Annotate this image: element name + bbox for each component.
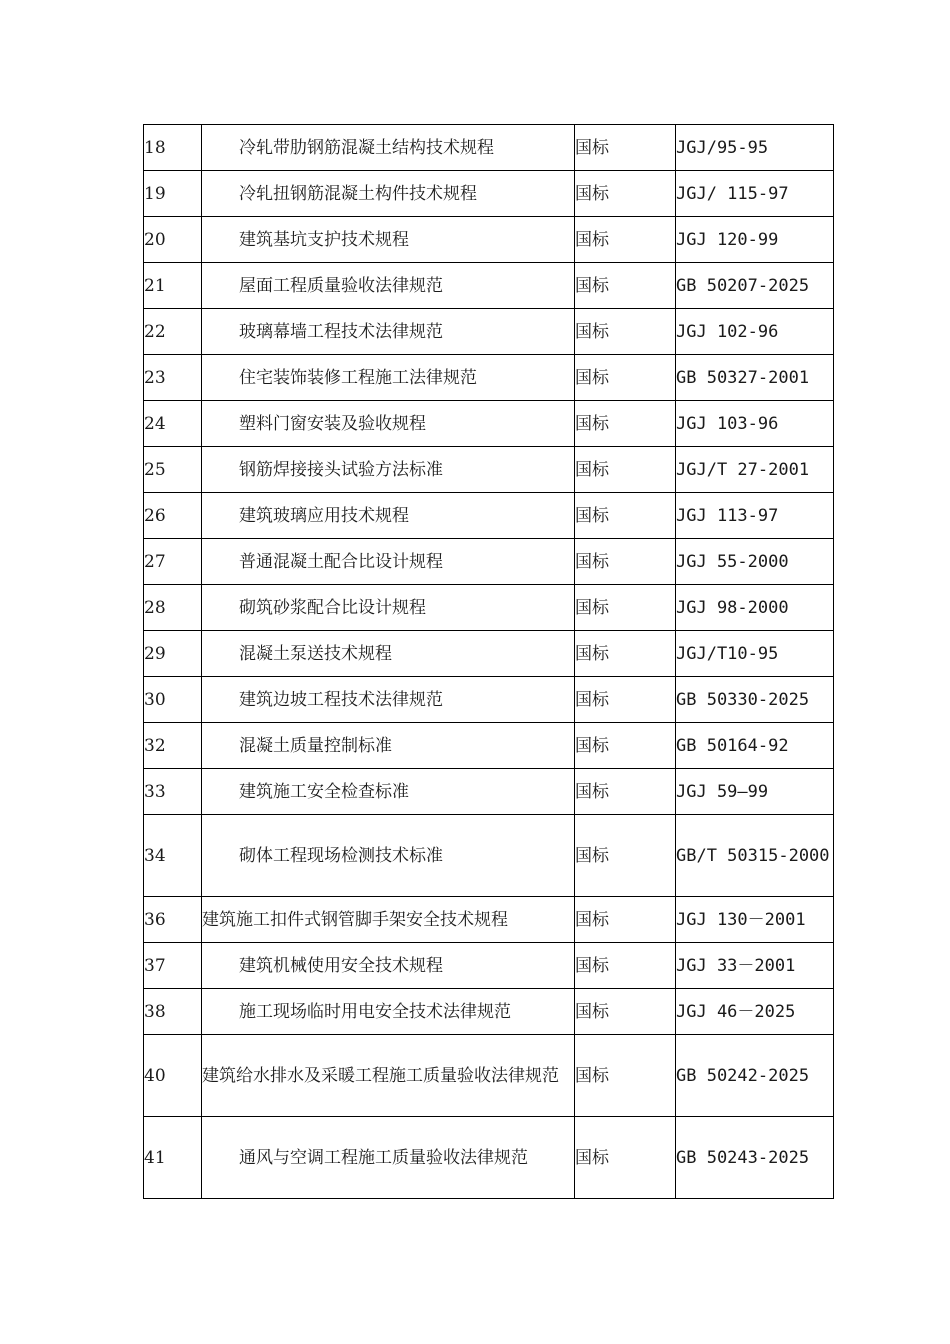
row-number: 30 <box>144 677 202 723</box>
standard-level: 国标 <box>575 125 676 171</box>
standard-level: 国标 <box>575 677 676 723</box>
table-row <box>144 677 834 723</box>
standard-name <box>202 355 575 401</box>
standard-code: GB 50207-2025 <box>676 263 834 309</box>
standard-name-text: 普通混凝土配合比设计规程 <box>239 551 443 572</box>
standard-name-text: 塑料门窗安装及验收规程 <box>239 413 426 434</box>
table-row <box>144 897 834 943</box>
standard-level: 国标 <box>575 1117 676 1199</box>
table-row <box>144 723 834 769</box>
row-number: 23 <box>144 355 202 401</box>
standard-level: 国标 <box>575 585 676 631</box>
table-row <box>144 585 834 631</box>
table-row <box>144 493 834 539</box>
standard-code: JGJ/ 115-97 <box>676 171 834 217</box>
row-number: 33 <box>144 769 202 815</box>
standard-name <box>202 447 575 493</box>
row-number: 38 <box>144 989 202 1035</box>
standard-name <box>202 943 575 989</box>
standard-code: JGJ 55-2000 <box>676 539 834 585</box>
standard-code: JGJ 46－2025 <box>676 989 834 1035</box>
row-number: 24 <box>144 401 202 447</box>
table-row <box>144 539 834 585</box>
table-row <box>144 1035 834 1117</box>
standard-name-text: 建筑基坑支护技术规程 <box>239 229 409 250</box>
standard-level: 国标 <box>575 309 676 355</box>
row-number: 19 <box>144 171 202 217</box>
standard-name-text: 建筑施工扣件式钢管脚手架安全技术规程 <box>202 909 508 930</box>
standard-name-text: 建筑施工安全检查标准 <box>239 781 409 802</box>
standard-level: 国标 <box>575 989 676 1035</box>
row-number: 36 <box>144 897 202 943</box>
standard-code: JGJ/T 27-2001 <box>676 447 834 493</box>
standard-name <box>202 171 575 217</box>
standard-level: 国标 <box>575 631 676 677</box>
standard-name <box>202 723 575 769</box>
standard-code: JGJ 98-2000 <box>676 585 834 631</box>
standards-table <box>143 124 834 1199</box>
table-row <box>144 989 834 1035</box>
standard-name <box>202 815 575 897</box>
standard-name <box>202 401 575 447</box>
standard-level: 国标 <box>575 263 676 309</box>
standard-level: 国标 <box>575 815 676 897</box>
standard-level: 国标 <box>575 217 676 263</box>
row-number: 37 <box>144 943 202 989</box>
standard-level: 国标 <box>575 171 676 217</box>
standard-name-text: 砌筑砂浆配合比设计规程 <box>239 597 426 618</box>
standard-code: GB 50330-2025 <box>676 677 834 723</box>
table-row <box>144 631 834 677</box>
standard-name-text: 混凝土质量控制标准 <box>239 735 392 756</box>
standard-code: GB 50327-2001 <box>676 355 834 401</box>
table-row <box>144 217 834 263</box>
standard-code: JGJ/95-95 <box>676 125 834 171</box>
standard-name <box>202 897 575 943</box>
standard-code: JGJ 59—99 <box>676 769 834 815</box>
standard-name-text: 住宅装饰装修工程施工法律规范 <box>239 367 477 388</box>
standard-name-text: 钢筋焊接接头试验方法标准 <box>239 459 443 480</box>
standard-code: JGJ 113-97 <box>676 493 834 539</box>
standard-level: 国标 <box>575 355 676 401</box>
standard-name <box>202 125 575 171</box>
table-row <box>144 263 834 309</box>
row-number: 22 <box>144 309 202 355</box>
table-row <box>144 355 834 401</box>
standard-name-text: 通风与空调工程施工质量验收法律规范 <box>239 1147 528 1168</box>
standard-code: JGJ 102-96 <box>676 309 834 355</box>
table-row <box>144 125 834 171</box>
row-number: 27 <box>144 539 202 585</box>
standard-name <box>202 989 575 1035</box>
standard-level: 国标 <box>575 769 676 815</box>
standard-code: GB/T 50315-2000 <box>676 815 834 897</box>
standard-name <box>202 631 575 677</box>
standard-name-text: 玻璃幕墙工程技术法律规范 <box>239 321 443 342</box>
standard-level: 国标 <box>575 1035 676 1117</box>
standard-code: JGJ 103-96 <box>676 401 834 447</box>
standard-name <box>202 1117 575 1199</box>
row-number: 41 <box>144 1117 202 1199</box>
standard-level: 国标 <box>575 493 676 539</box>
standard-level: 国标 <box>575 539 676 585</box>
row-number: 40 <box>144 1035 202 1117</box>
standard-name-text: 混凝土泵送技术规程 <box>239 643 392 664</box>
row-number: 25 <box>144 447 202 493</box>
standard-name <box>202 539 575 585</box>
standard-name <box>202 677 575 723</box>
row-number: 29 <box>144 631 202 677</box>
standard-code: JGJ 33－2001 <box>676 943 834 989</box>
row-number: 26 <box>144 493 202 539</box>
table-row <box>144 401 834 447</box>
table-row <box>144 171 834 217</box>
standard-code: GB 50243-2025 <box>676 1117 834 1199</box>
row-number: 18 <box>144 125 202 171</box>
standard-name-text: 建筑玻璃应用技术规程 <box>239 505 409 526</box>
standard-name-text: 冷轧带肋钢筋混凝土结构技术规程 <box>239 137 494 158</box>
standard-level: 国标 <box>575 723 676 769</box>
standard-level: 国标 <box>575 943 676 989</box>
standard-name <box>202 1035 575 1117</box>
standard-code: GB 50242-2025 <box>676 1035 834 1117</box>
table-row <box>144 447 834 493</box>
standard-code: JGJ 130－2001 <box>676 897 834 943</box>
table-row <box>144 1117 834 1199</box>
standard-name-text: 建筑机械使用安全技术规程 <box>239 955 443 976</box>
table-row <box>144 309 834 355</box>
table-row <box>144 815 834 897</box>
row-number: 21 <box>144 263 202 309</box>
standard-name <box>202 769 575 815</box>
standard-name-text: 屋面工程质量验收法律规范 <box>239 275 443 296</box>
row-number: 32 <box>144 723 202 769</box>
standard-code: JGJ/T10-95 <box>676 631 834 677</box>
standard-name <box>202 263 575 309</box>
standard-name-text: 冷轧扭钢筋混凝土构件技术规程 <box>239 183 477 204</box>
standard-name <box>202 309 575 355</box>
standard-code: JGJ 120-99 <box>676 217 834 263</box>
standard-name <box>202 493 575 539</box>
row-number: 28 <box>144 585 202 631</box>
standard-name-text: 建筑边坡工程技术法律规范 <box>239 689 443 710</box>
standard-level: 国标 <box>575 401 676 447</box>
standard-name <box>202 217 575 263</box>
standard-level: 国标 <box>575 897 676 943</box>
standard-name <box>202 585 575 631</box>
standard-code: GB 50164-92 <box>676 723 834 769</box>
table-row <box>144 943 834 989</box>
table-row <box>144 769 834 815</box>
standard-name-text: 砌体工程现场检测技术标准 <box>239 845 443 866</box>
row-number: 20 <box>144 217 202 263</box>
standard-name-text: 施工现场临时用电安全技术法律规范 <box>239 1001 511 1022</box>
standard-level: 国标 <box>575 447 676 493</box>
row-number: 34 <box>144 815 202 897</box>
standard-name-text: 建筑给水排水及采暖工程施工质量验收法律规范 <box>202 1065 559 1086</box>
